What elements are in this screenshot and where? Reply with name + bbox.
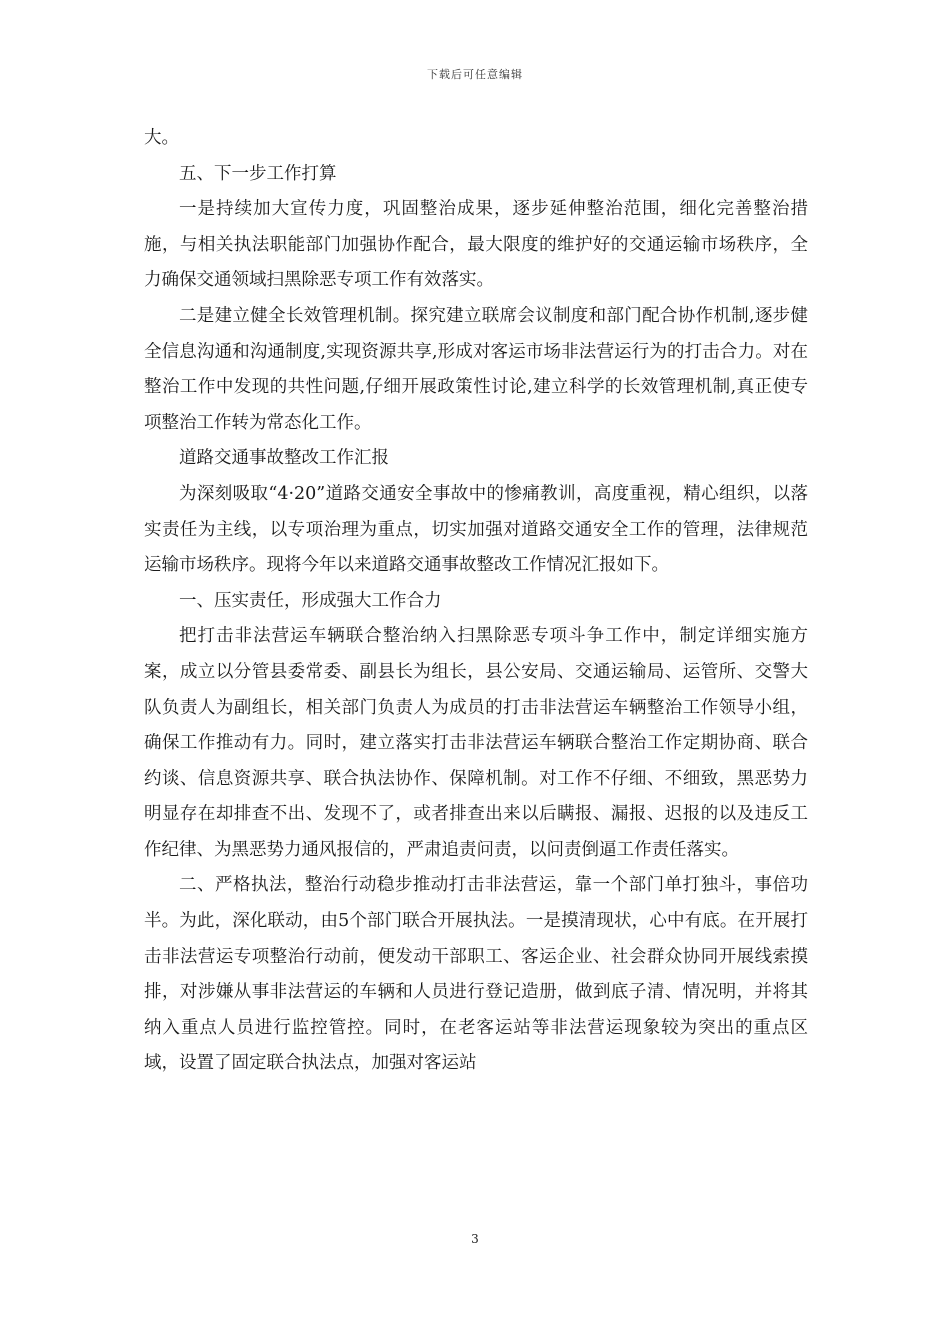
section-heading: 五、下一步工作打算	[179, 163, 337, 184]
paragraph: 为深刻吸取“4·20”道路交通安全事故中的惨痛教训，高度重视，精心组织，以落实责任为主线，以专项治理为重点，切实加强对道路交通安全工作的管理，法律规范运输市场秩序。现将今年以来道路交通事故整改工作情况汇报如下。	[144, 483, 808, 576]
section-heading: 一、压实责任，形成强大工作合力	[179, 590, 442, 611]
paragraph: 把打击非法营运车辆联合整治纳入扫黑除恶专项斗争工作中，制定详细实施方案，成立以分管县委常委、副县长为组长，县公安局、交通运输局、运管所、交警大队负责人为副组长，相关部门负责人为成员的打击非法营运车辆整治工作领导小组，确保工作推动有力。同时，建立落实打击非法营运车辆联合整治工作定期协商、联合约谈、信息资源共享、联合执法协作、保障机制。对工作不仔细、不细致，黑恶势力明显存在却排查不出、发现不了，或者排查出来以后瞒报、漏报、迟报的以及违反工作纪律、为黑恶势力通风报信的，严肃追责问责，以问责倒逼工作责任落实。	[144, 626, 808, 860]
paragraph: 一是持续加大宣传力度，巩固整治成果，逐步延伸整治范围，细化完善整治措施，与相关执法职能部门加强协作配合，最大限度的维护好的交通运输市场秩序，全力确保交通领域扫黑除恶专项工作有效落实。	[144, 199, 808, 291]
page-header: 下载后可任意编辑	[427, 68, 523, 81]
paragraph: 二、严格执法，整治行动稳步推动打击非法营运，靠一个部门单打独斗，事倍功半。为此，深化联动，由5个部门联合开展执法。一是摸清现状，心中有底。在开展打击非法营运专项整治行动前，便发动干部职工、客运企业、社会群众协同开展线索摸排，对涉嫌从事非法营运的车辆和人员进行登记造册，做到底子清、情况明，并将其纳入重点人员进行监控管控。同时，在老客运站等非法营运现象较为突出的重点区域，设置了固定联合执法点，加强对客运站	[144, 875, 808, 1074]
document-body	[144, 121, 808, 1082]
document-title: 道路交通事故整改工作汇报	[179, 448, 389, 469]
page-number: 3	[471, 1232, 479, 1246]
paragraph: 二是建立健全长效管理机制。探究建立联席会议制度和部门配合协作机制,逐步健全信息沟通和沟通制度,实现资源共享,形成对客运市场非法营运行为的打击合力。对在整治工作中发现的共性问题,仔细开展政策性讨论,建立科学的长效管理机制,真正使专项整治工作转为常态化工作。	[144, 305, 808, 433]
paragraph: 大。	[144, 128, 179, 148]
